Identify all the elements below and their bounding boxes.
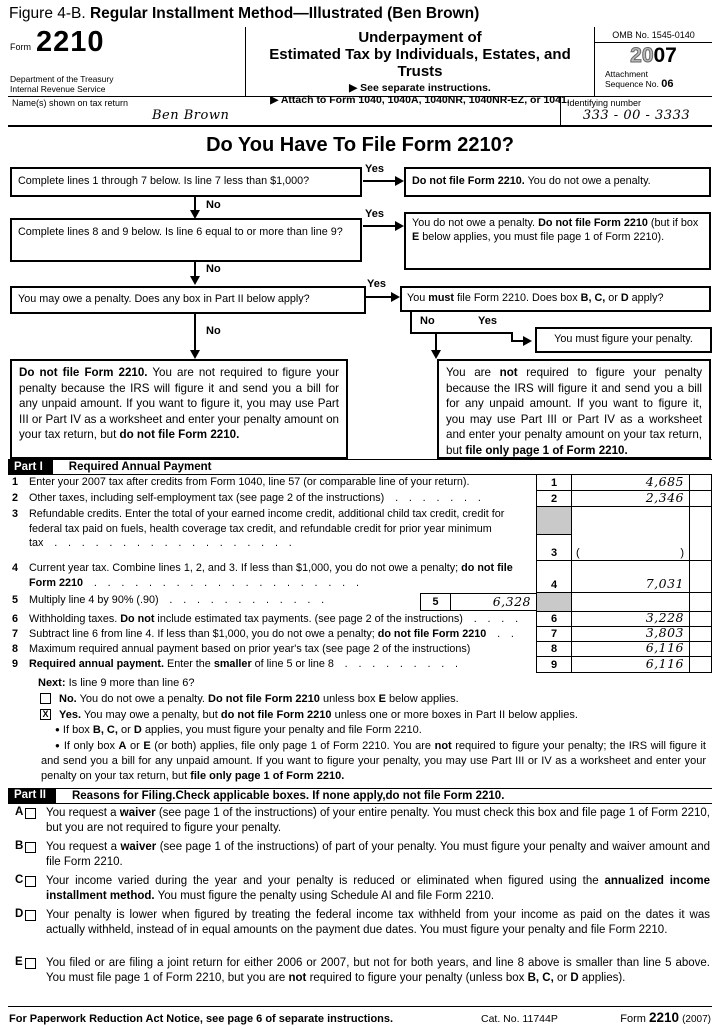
flowchart-final-right: [437, 359, 711, 459]
item-C-checkbox-wrap: [25, 874, 46, 890]
part2-item-E: [8, 956, 712, 1003]
line-text: Subtract line 6 from line 4. If less than $1,000, you do not owe a penalty; do not file Form 2210 . .: [29, 628, 514, 640]
bullet-2-text: If only box A or E (or both) applies, file only page 1 of Form 2210. You are not required to figure your penalty; the IRS will figure it and send you a bill for any unpaid amount. If you want to figure your penalty, you may use Part III or IV as a worksheet and enter your penalty on your tax return, but file only page 1 of Form 2210.: [41, 740, 706, 782]
item-B-text: You request a waiver (see page 1 of the instructions) of part of your penalty. You must figure your penalty and waiver amount and file Form 2210.: [46, 840, 710, 868]
flowchart-question-3: [10, 286, 366, 314]
line-text: Withholding taxes. Do not include estimated tax payments. (see page 2 of the instructions) . . . .: [29, 613, 519, 625]
line-7-amount: 3,803: [645, 625, 684, 640]
question-2-text: Complete lines 8 and 9 below. Is line 6 equal to or more than line 9?: [18, 226, 343, 238]
next-bullet-1: [22, 723, 710, 738]
line-1-amount: 4,685: [645, 474, 684, 489]
sequence-line: [605, 79, 712, 89]
agency-block: [10, 75, 243, 94]
no-label-1: No: [206, 199, 221, 211]
line-4-amount-cell[interactable]: [571, 561, 689, 593]
form-word: Form: [10, 42, 31, 52]
line-4-box-number: 4: [536, 561, 571, 593]
identifying-number-cell: [560, 97, 712, 125]
part1-line-8: [8, 642, 712, 657]
line-6-cents-cell: [689, 612, 712, 627]
next-question-text: Is line 9 more than line 6?: [68, 677, 195, 689]
connector-line: [410, 312, 412, 333]
arrow-right-icon: [523, 336, 532, 346]
omb-block: [594, 27, 712, 96]
yes-label-4: Yes: [478, 315, 497, 327]
connector-line: [435, 332, 437, 352]
part2-label: Part II: [8, 789, 56, 803]
next-label: Next:: [38, 677, 66, 689]
next-section: [8, 673, 712, 788]
bullet-icon: ●: [55, 725, 60, 735]
line-4-cents-cell: [689, 561, 712, 593]
do-you-have-to-file-flowchart: [8, 161, 712, 459]
no-label-final: No: [206, 325, 221, 337]
line-6-box-number: 6: [536, 612, 571, 627]
line-8-box-number: 8: [536, 642, 571, 657]
connector-line: [468, 332, 513, 334]
line-number: 1: [12, 476, 19, 488]
part2-title: Reasons for Filing. Check applicable boxes. If none apply, do not file Form 2210.: [71, 789, 505, 802]
box-D-checkbox[interactable]: [25, 910, 36, 921]
paperwork-notice: For Paperwork Reduction Act Notice, see page 6 of separate instructions.: [9, 1012, 394, 1025]
part2-header-bar: [8, 788, 712, 804]
line-1-box-number: 1: [536, 475, 571, 491]
part1-title: Required Annual Payment: [68, 461, 212, 473]
line-3-cents-cell: [689, 507, 712, 561]
part1-line-5: [8, 593, 712, 612]
flowchart-answer-2: [404, 212, 711, 270]
line-number: 3: [12, 508, 19, 520]
item-letter-E: E: [15, 955, 23, 968]
footer-form-word: Form: [620, 1012, 646, 1025]
answer-2-text: You do not owe a penalty. Do not file Form 2210 (but if box E below applies, you must file page 1 of Form 2210).: [412, 217, 699, 243]
footer-form-number: 2210: [648, 1009, 680, 1025]
answer-3-text: You must file Form 2210. Does box B, C, or D apply?: [407, 292, 664, 305]
line-9-box-number: 9: [536, 657, 571, 673]
form-title-line-2: Estimated Tax by Individuals, Estates, and Trusts: [269, 46, 571, 80]
line-text: Required annual payment. Enter the smaller of line 5 or line 8 . . . . . . . . .: [29, 658, 459, 670]
yes-label-1: Yes: [365, 163, 384, 175]
line-1-amount-cell[interactable]: [571, 475, 689, 491]
shaded-cell: [537, 507, 571, 535]
line-number: 9: [12, 658, 19, 670]
catalog-number: Cat. No. 11744P: [481, 1012, 558, 1025]
connector-line: [363, 225, 397, 227]
arrow-down-icon: [190, 350, 200, 359]
sequence-label: Sequence No.: [605, 79, 659, 89]
flowchart-answer-3: [400, 286, 711, 312]
part1-line-4: [8, 561, 712, 593]
connector-line: [194, 314, 196, 352]
item-D-text: Your penalty is lower when figured by treating the federal income tax withheld from your income as paid on the dates it was actually withheld, instead of in equal amounts on the payment due dates. You must figure your penalty and file Form 2210.: [46, 908, 710, 936]
form-footer-id: [620, 1010, 711, 1025]
item-A-text: You request a waiver (see page 1 of the instructions) of your entire penalty. You must check this box and file page 1 of Form 2210, but you are not required to figure your penalty.: [46, 806, 710, 834]
line-1-cents-cell: [689, 475, 712, 491]
part1-line-1: [8, 475, 712, 491]
figure-number: Figure 4-B.: [9, 5, 86, 22]
line-1-text-area: [8, 475, 536, 491]
line-text: Enter your 2007 tax after credits from Form 1040, line 57 (or comparable line of your return).: [29, 476, 470, 488]
box-E-checkbox[interactable]: [25, 958, 36, 969]
connector-line: [194, 197, 196, 211]
part1-line-9: [8, 657, 712, 673]
no-label-3: No: [420, 315, 435, 327]
bullet-1-text: If box B, C, or D applies, you must figure your penalty and file Form 2210.: [62, 724, 422, 737]
attachment-label: Attachment: [605, 69, 648, 79]
attachment-sequence: [595, 67, 712, 89]
line-number: 2: [12, 492, 19, 504]
arrow-down-icon: [431, 350, 441, 359]
arrow-right-icon: [395, 221, 404, 231]
final-right-text: You are not required to figure your penalty because the IRS will figure it and send you a bill for any unpaid amount. If you want to figure it, you may use Part III or Part IV as a worksheet and enter your penalty amount on your tax return, but file only page 1 of Form 2210.: [446, 366, 702, 457]
name-label: Name(s) shown on tax return: [12, 98, 129, 108]
year-suffix: 07: [653, 44, 677, 67]
paren-open: (: [576, 547, 580, 559]
line-5-text-area: [8, 593, 536, 612]
line-3-text-area: [8, 507, 536, 561]
arrow-right-icon: [395, 176, 404, 186]
no-checkbox[interactable]: [40, 693, 51, 704]
line-6-text-area: [8, 612, 536, 627]
no-label-2: No: [206, 263, 221, 275]
question-3-text: You may owe a penalty. Does any box in Part II below apply?: [18, 293, 310, 306]
tax-year: [595, 43, 712, 67]
next-question: [22, 676, 710, 691]
flowchart-penalty-box: [535, 327, 712, 353]
connector-line: [363, 180, 397, 182]
line-text: Maximum required annual payment based on prior year's tax (see page 2 of the instructions): [29, 643, 471, 655]
arrow-right-icon: [391, 292, 400, 302]
box-C-checkbox[interactable]: [25, 876, 36, 887]
line-number: 5: [12, 594, 19, 606]
sequence-number: 06: [661, 78, 674, 90]
line-9-amount-cell[interactable]: [571, 657, 689, 673]
line-5-amount: 6,328: [492, 594, 531, 609]
part2-items: [8, 806, 712, 1003]
line-7-box-number: 7: [536, 627, 571, 642]
agency-line-2: Internal Revenue Service: [10, 83, 106, 94]
line-number: 6: [12, 613, 19, 625]
line-text: Refundable credits. Enter the total of your earned income credit, additional child tax credit, credit for federal tax paid on fuels, health coverage tax credit, and refundable credit for prior year minimum tax . . . . . . . . . . . . . . . . . .: [29, 508, 505, 549]
line-8-text-area: [8, 642, 536, 657]
agency-line-1: Department of the Treasury: [10, 74, 114, 84]
box-A-checkbox[interactable]: [25, 808, 36, 819]
connector-line: [194, 262, 196, 277]
answer-1-text: Do not file Form 2210. You do not owe a penalty.: [412, 175, 651, 188]
see-instructions-note: ▶ See separate instructions.: [349, 82, 491, 94]
bullet-icon: ●: [55, 741, 61, 751]
page-footer: [8, 1006, 712, 1025]
line-9-cents-cell: [689, 657, 712, 673]
question-1-text: Complete lines 1 through 7 below. Is line 7 less than $1,000?: [18, 175, 310, 188]
connector-line: [365, 296, 393, 298]
part1-header-bar: [8, 459, 712, 475]
item-letter-A: A: [15, 805, 24, 818]
item-C-text: Your income varied during the year and your penalty is reduced or eliminated when figured using the annualized income installment method. You must figure the penalty using Schedule AI and file Form 2210.: [46, 874, 710, 902]
line-3-amount-cell[interactable]: [571, 507, 689, 561]
part2-item-C: [8, 874, 712, 906]
item-letter-C: C: [15, 873, 24, 886]
item-D-checkbox-wrap: [25, 908, 46, 924]
line-8-amount-cell[interactable]: [571, 642, 689, 657]
name-cell: [8, 97, 560, 125]
flowchart-answer-1: [404, 167, 711, 197]
yes-option-text: Yes. You may owe a penalty, but do not file Form 2210 unless one or more boxes in Part II below applies.: [59, 708, 578, 721]
line-4-amount: 7,031: [645, 576, 684, 591]
attach-note: ▶ Attach to Form 1040, 1040A, 1040NR, 1040NR-EZ, or 1041.: [270, 94, 570, 106]
next-option-yes: [22, 708, 710, 723]
item-B-checkbox-wrap: [25, 840, 46, 856]
form-number: 2210: [36, 26, 105, 58]
no-option-text: No. You do not owe a penalty. Do not file Form 2210 unless box E below applies.: [59, 692, 459, 705]
flowchart-final-left: [10, 359, 348, 459]
line-6-amount: 3,228: [645, 610, 684, 625]
line-text: Current year tax. Combine lines 1, 2, and 3. If less than $1,000, you do not owe a penalty; do not file Form 2210 . . . . . . . . . . . . . . . . . . . .: [29, 562, 513, 589]
line-text: Other taxes, including self-employment tax (see page 2 of the instructions) . . . . . . .: [29, 492, 481, 504]
part2-item-A: [8, 806, 712, 838]
item-letter-B: B: [15, 839, 24, 852]
box-B-checkbox[interactable]: [25, 842, 36, 853]
item-letter-D: D: [15, 907, 24, 920]
paren-close: ): [680, 547, 684, 559]
line-number: 4: [12, 562, 19, 574]
item-A-checkbox-wrap: [25, 806, 46, 822]
year-prefix: 20: [630, 44, 654, 67]
part2-item-D: [8, 908, 712, 954]
yes-label-3: Yes: [367, 278, 386, 290]
figure-title: [8, 0, 712, 27]
taxpayer-name-value[interactable]: Ben Brown: [152, 108, 230, 123]
part1-line-7: [8, 627, 712, 642]
line-8-cents-cell: [689, 642, 712, 657]
line-7-text-area: [8, 627, 536, 642]
item-E-checkbox-wrap: [25, 956, 46, 972]
part1-label: Part I: [8, 460, 53, 474]
line-8-amount: 6,116: [645, 640, 684, 655]
identifying-number-value[interactable]: 333 - 00 - 3333: [582, 108, 691, 123]
line-number: 7: [12, 628, 19, 640]
line-2-amount: 2,346: [645, 490, 684, 505]
form-number-block: [10, 28, 243, 56]
final-left-text: Do not file Form 2210. You are not required to figure your penalty because the IRS will figure it and send you a bill for any unpaid amount. If you want to figure it, you may use Part III or Part IV as a worksheet and enter your penalty amount on your tax return, but do not file Form 2210.: [19, 366, 339, 442]
line-number: 8: [12, 643, 19, 655]
yes-label-2: Yes: [365, 208, 384, 220]
part1-line-2: [8, 491, 712, 507]
arrow-down-icon: [190, 276, 200, 285]
next-option-no: [22, 692, 710, 707]
item-E-text: You filed or are filing a joint return for either 2006 or 2007, but not for both years, and line 8 above is smaller than line 5 above. You must file page 1 of Form 2210, but you are not required to figure your penalty (unless box B, C, or D applies).: [46, 956, 710, 984]
line-4-text-area: [8, 561, 536, 593]
taxpayer-row: [8, 97, 712, 127]
omb-number: OMB No. 1545-0140: [595, 27, 712, 43]
yes-checkbox[interactable]: [40, 709, 51, 720]
line-9-amount: 6,116: [645, 656, 684, 671]
part2-item-B: [8, 840, 712, 872]
form-id-block: [8, 27, 246, 96]
line-5-box-number: 5: [421, 594, 451, 610]
line-3-box-number: 3: [550, 547, 558, 559]
shaded-cell: [536, 593, 571, 612]
line-2-cents-cell: [689, 491, 712, 507]
line-2-text-area: [8, 491, 536, 507]
part1-line-3: [8, 507, 712, 561]
flowchart-question-2: [10, 218, 362, 262]
connector-line: [410, 332, 468, 334]
flowchart-heading: Do You Have To File Form 2210?: [206, 134, 514, 156]
form-title-line-1: Underpayment of: [358, 29, 482, 46]
line-2-amount-cell[interactable]: [571, 491, 689, 507]
line-9-text-area: [8, 657, 536, 673]
yes-checkbox-mark: X: [42, 708, 49, 719]
penalty-box-text: You must figure your penalty.: [554, 333, 693, 346]
line-5-entry-box[interactable]: [420, 593, 536, 611]
footer-form-year: (2007): [682, 1013, 711, 1025]
line-3-number-column: [536, 507, 571, 561]
line-7-cents-cell: [689, 627, 712, 642]
form-title-block: [246, 27, 594, 106]
line-2-box-number: 2: [536, 491, 571, 507]
part1-line-6: [8, 612, 712, 627]
figure-caption: Regular Installment Method—Illustrated (Ben Brown): [89, 5, 480, 22]
line-text: Multiply line 4 by 90% (.90) . . . . . . . . . . . .: [29, 594, 325, 606]
line-5-cents-cell: [689, 593, 712, 612]
identifying-number-label: Identifying number: [567, 98, 642, 108]
part1-lines: [8, 475, 712, 673]
flowchart-question-1: [10, 167, 362, 197]
next-bullet-2: [22, 739, 710, 783]
